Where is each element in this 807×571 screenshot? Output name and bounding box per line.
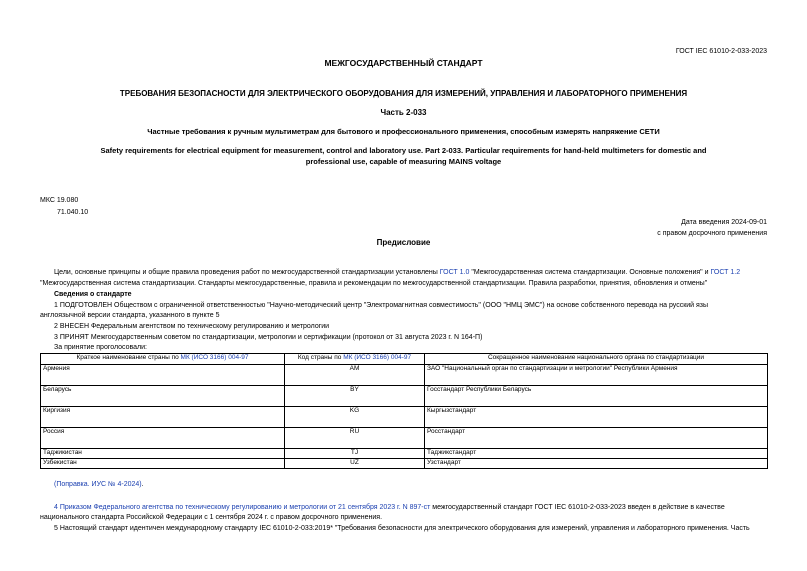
part-number: Часть 2-033 — [380, 108, 427, 117]
voted-label: За принятие проголосовали: — [54, 344, 147, 351]
code-cell: RU — [285, 428, 425, 449]
table-row — [41, 459, 768, 469]
country-cell: Киргизия — [41, 407, 285, 428]
item-5: 5 Настоящий стандарт идентичен международному стандарту IEC 61010-2-033:2019* "Требования безопасности для электрического оборудования для измерений, управления и лабораторного применения. Часть — [54, 525, 750, 532]
mks-code-2: 71.040.10 — [57, 209, 89, 216]
doc-code: ГОСТ IEC 61010-2-033-2023 — [675, 48, 767, 55]
order-897-link[interactable]: 4 Приказом Федерального агентства по техническому регулированию и метрологии от 21 сентября 2023 г. N 897-ст — [54, 504, 431, 511]
body-cell: Госстандарт Республики Беларусь — [425, 386, 768, 407]
p1-text-start: Цели, основные принципы и общие правила проведения работ по межгосударственной стандартизации установлены — [54, 269, 440, 276]
table-header-row — [41, 354, 768, 365]
gost-1-2-link[interactable]: ГОСТ 1.2 — [710, 269, 741, 276]
standard-info-heading: Сведения о стандарте — [54, 291, 132, 298]
item-4-line1: 4 Приказом Федерального агентства по техническому регулированию и метрологии от 21 сентября 2023 г. N 897-ст межгосударственный стандарт ГОСТ IEC 61010-2-033-2023 введен в действие в качестве — [54, 504, 725, 511]
col-code-header: Код страны по МК (ИСО 3166) 004-97 — [285, 354, 425, 365]
amendment-note: (Поправка. ИУС № 4-2024). — [54, 481, 144, 488]
code-cell: KG — [285, 407, 425, 428]
mks-code: МКС 19.080 — [40, 197, 79, 204]
body-cell: Узстандарт — [425, 459, 768, 469]
subtitle-ru: Частные требования к ручным мультиметрам для бытового и профессионального применения, способным измерять напряжение СЕТИ — [147, 127, 660, 136]
table-row — [41, 365, 768, 386]
early-application-note: с правом досрочного применения — [657, 230, 767, 237]
body-cell: Таджикстандарт — [425, 449, 768, 459]
mk-iso-link-1[interactable]: МК (ИСО 3166) 004-97 — [180, 354, 249, 361]
foreword-heading: Предисловие — [376, 238, 431, 247]
p1-text-mid: "Межгосударственная система стандартизации. Основные положения" и — [469, 269, 711, 276]
code-cell: AM — [285, 365, 425, 386]
body-cell: Росстандарт — [425, 428, 768, 449]
country-cell: Армения — [41, 365, 285, 386]
foreword-paragraph-1 — [54, 268, 740, 277]
col-body-header: Сокращенное наименование национального органа по стандартизации — [425, 354, 768, 365]
amendment-link[interactable]: (Поправка. ИУС № 4-2024) — [54, 481, 142, 488]
item-3: 3 ПРИНЯТ Межгосударственным советом по стандартизации, метрологии и сертификации (протокол от 31 августа 2023 г. N 164-П) — [54, 334, 483, 341]
body-cell: ЗАО "Национальный орган по стандартизации и метрологии" Республики Армения — [425, 365, 768, 386]
foreword-paragraph-1-line2: "Межгосударственная система стандартизации. Стандарты межгосударственные, правила и рекомендации по межгосударственной стандартизации. Правила разработки, принятия, обновления и отмены" — [40, 280, 708, 287]
title-ru: ТРЕБОВАНИЯ БЕЗОПАСНОСТИ ДЛЯ ЭЛЕКТРИЧЕСКОГО ОБОРУДОВАНИЯ ДЛЯ ИЗМЕРЕНИЙ, УПРАВЛЕНИЯ И ЛАБОРАТОРНОГО ПРИМЕНЕНИЯ — [119, 89, 688, 98]
standard-type: МЕЖГОСУДАРСТВЕННЫЙ СТАНДАРТ — [324, 58, 483, 68]
intro-date: Дата введения 2024-09-01 — [681, 219, 767, 226]
item-1-line2: англоязычной версии стандарта, указанного в пункте 5 — [40, 312, 220, 319]
code-cell: UZ — [285, 459, 425, 469]
item-2: 2 ВНЕСЕН Федеральным агентством по техническому регулированию и метрологии — [54, 323, 330, 330]
title-en-line1: Safety requirements for electrical equipment for measurement, control and laboratory use. Part 2-033. Particular requirements for hand-held multimeters for domestic and — [100, 146, 707, 155]
title-en-line2: professional use, capable of measuring MAINS voltage — [305, 157, 502, 166]
code-cell: TJ — [285, 449, 425, 459]
table-row — [41, 449, 768, 459]
country-cell: Беларусь — [41, 386, 285, 407]
col-country-header: Краткое наименование страны по МК (ИСО 3166) 004-97 — [41, 354, 285, 365]
body-cell: Кыргызстандарт — [425, 407, 768, 428]
item-1-line1: 1 ПОДГОТОВЛЕН Обществом с ограниченной ответственностью "Научно-методический центр "Электромагнитная совместимость" (ООО "НМЦ ЭМС") на основе собственного перевода на русский язы — [54, 302, 709, 309]
code-cell: BY — [285, 386, 425, 407]
country-cell: Узбекистан — [41, 459, 285, 469]
table-row — [41, 386, 768, 407]
country-cell: Россия — [41, 428, 285, 449]
country-cell: Таджикистан — [41, 449, 285, 459]
mk-iso-link-2[interactable]: МК (ИСО 3166) 004-97 — [343, 354, 412, 361]
gost-1-0-link[interactable]: ГОСТ 1.0 — [439, 269, 470, 276]
table-row — [41, 428, 768, 449]
countries-table — [40, 353, 768, 469]
table-row — [41, 407, 768, 428]
item-4-line2: национального стандарта Российской Федерации с 1 сентября 2024 г. с правом досрочного применения. — [40, 514, 383, 521]
